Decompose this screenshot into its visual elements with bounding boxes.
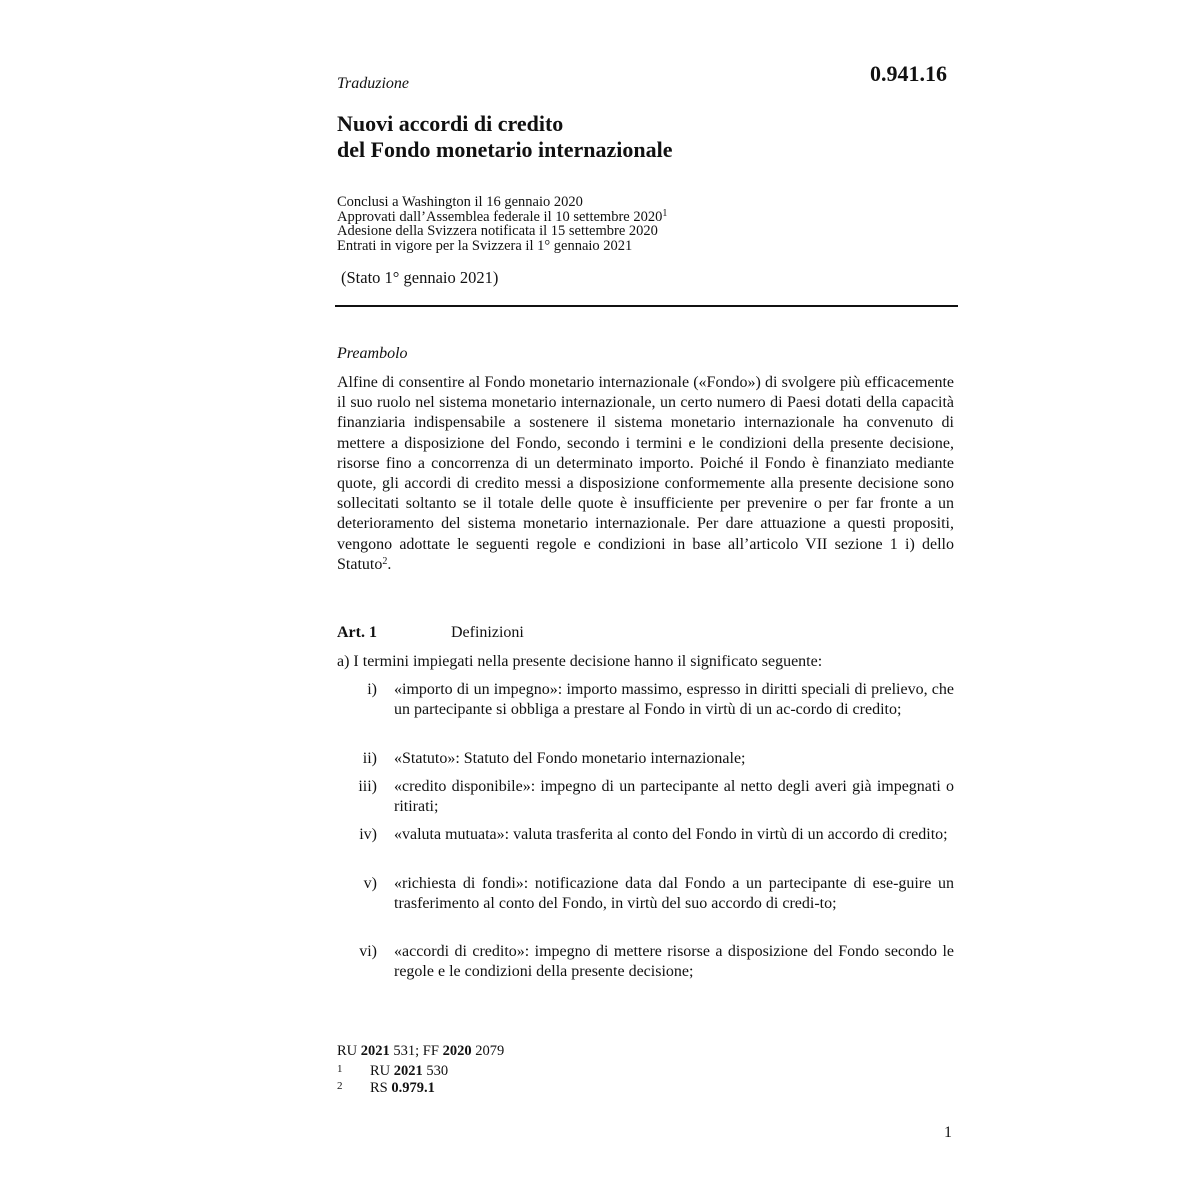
header-divider (335, 305, 958, 307)
in-force-line: Entrati in vigore per la Svizzera il 1° gennaio 2021 (337, 237, 633, 254)
ru-page: 531; FF (393, 1043, 439, 1059)
definition-number: ii) (362, 750, 377, 767)
definition-number: iii) (358, 778, 377, 795)
definition-text: «Statuto»: Statuto del Fondo monetario internazionale; (394, 750, 746, 767)
footnote-ref-1[interactable]: 1 (662, 207, 668, 219)
status-line: (Stato 1° gennaio 2021) (341, 268, 499, 287)
definition-text: «accordi di credito»: impegno di mettere risorse a disposizione del Fondo secondo le regole e le condizioni della presente decisione; (394, 943, 954, 980)
enactment-info (337, 195, 937, 253)
footnote-1 (337, 1063, 448, 1080)
ru-year: 2021 (360, 1043, 390, 1059)
ff-page: 2079 (475, 1043, 505, 1059)
approved-line (337, 207, 937, 225)
approved-text: Approvati dall’Assemblea federale il 10 settembre 2020 (337, 208, 663, 225)
translation-label: Traduzione (337, 75, 410, 92)
accession-line: Adesione della Svizzera notificata il 15 settembre 2020 (337, 223, 658, 239)
footnote-2 (337, 1080, 435, 1097)
ru-prefix: RU (337, 1043, 358, 1059)
document-title (337, 111, 937, 163)
preamble-body: Alfine di consentire al Fondo monetario internazionale («Fondo») di svolgere più efficacemente il suo ruolo nel sistema monetario internazionale, un certo numero di Paesi dotati della capacità finanziaria indispensabile a sostenere il sistema monetario internazionale ha convenuto di mettere a disposizione del Fondo, secondo i termini e le condizioni della presente decisione, risorse fino a concorrenza di un determinato importo. Poiché il Fondo è finanziato mediante quote, gli accordi di credito messi a disposizione conformemente alla presente decisione sono sollecitati soltanto se il totale delle quote è insufficiente per prevenire o per far fronte a un deterioramento del sistema monetario internazionale. Per dare attuazione a questi propositi, vengono adottate le seguenti regole e condizioni in base all’articolo VII sezione 1 i) dello Statuto (337, 374, 954, 573)
preamble-text (337, 373, 954, 575)
footnote-bold: 2021 (393, 1063, 423, 1079)
title-line-1: Nuovi accordi di credito (337, 111, 564, 136)
concluded-line: Conclusi a Washington il 16 gennaio 2020 (337, 194, 583, 210)
sr-number: 0.941.16 (870, 61, 947, 86)
footnote-ref-2[interactable]: 2 (382, 555, 388, 567)
definition-text: «importo di un impegno»: importo massimo, espresso in diritti speciali di prelievo, che un partecipante si obbliga a prestare al Fondo in virtù di un ac-cordo di credito; (394, 681, 954, 718)
publication-reference (337, 1043, 504, 1060)
preamble-end: . (387, 555, 392, 573)
definition-number: vi) (359, 943, 377, 960)
definition-number: i) (367, 681, 377, 698)
footnote-number: 1 (337, 1063, 343, 1075)
page-number: 1 (944, 1124, 952, 1141)
footnote-prefix: RS (370, 1080, 388, 1096)
definition-text: «richiesta di fondi»: notificazione data dal Fondo a un partecipante di ese-guire un trasferimento al conto del Fondo, in virtù del suo accordo di credi-to; (394, 875, 954, 912)
footnote-number: 2 (337, 1080, 343, 1092)
article-intro: a) I termini impiegati nella presente decisione hanno il significato seguente: (337, 653, 823, 670)
article-number: Art. 1 (337, 624, 377, 641)
ff-year: 2020 (442, 1043, 472, 1059)
footnote-suffix: 530 (426, 1063, 449, 1079)
article-title: Definizioni (451, 624, 524, 641)
footnote-bold: 0.979.1 (391, 1080, 435, 1096)
definition-text: «credito disponibile»: impegno di un partecipante al netto degli averi già impegnati o ritirati; (394, 778, 954, 815)
preamble-heading: Preambolo (337, 345, 408, 362)
definition-number: v) (363, 875, 377, 892)
definition-text: «valuta mutuata»: valuta trasferita al conto del Fondo in virtù di un accordo di credito; (394, 826, 948, 843)
definition-number: iv) (359, 826, 377, 843)
footnote-prefix: RU (370, 1063, 391, 1079)
title-line-2: del Fondo monetario internazionale (337, 137, 673, 162)
